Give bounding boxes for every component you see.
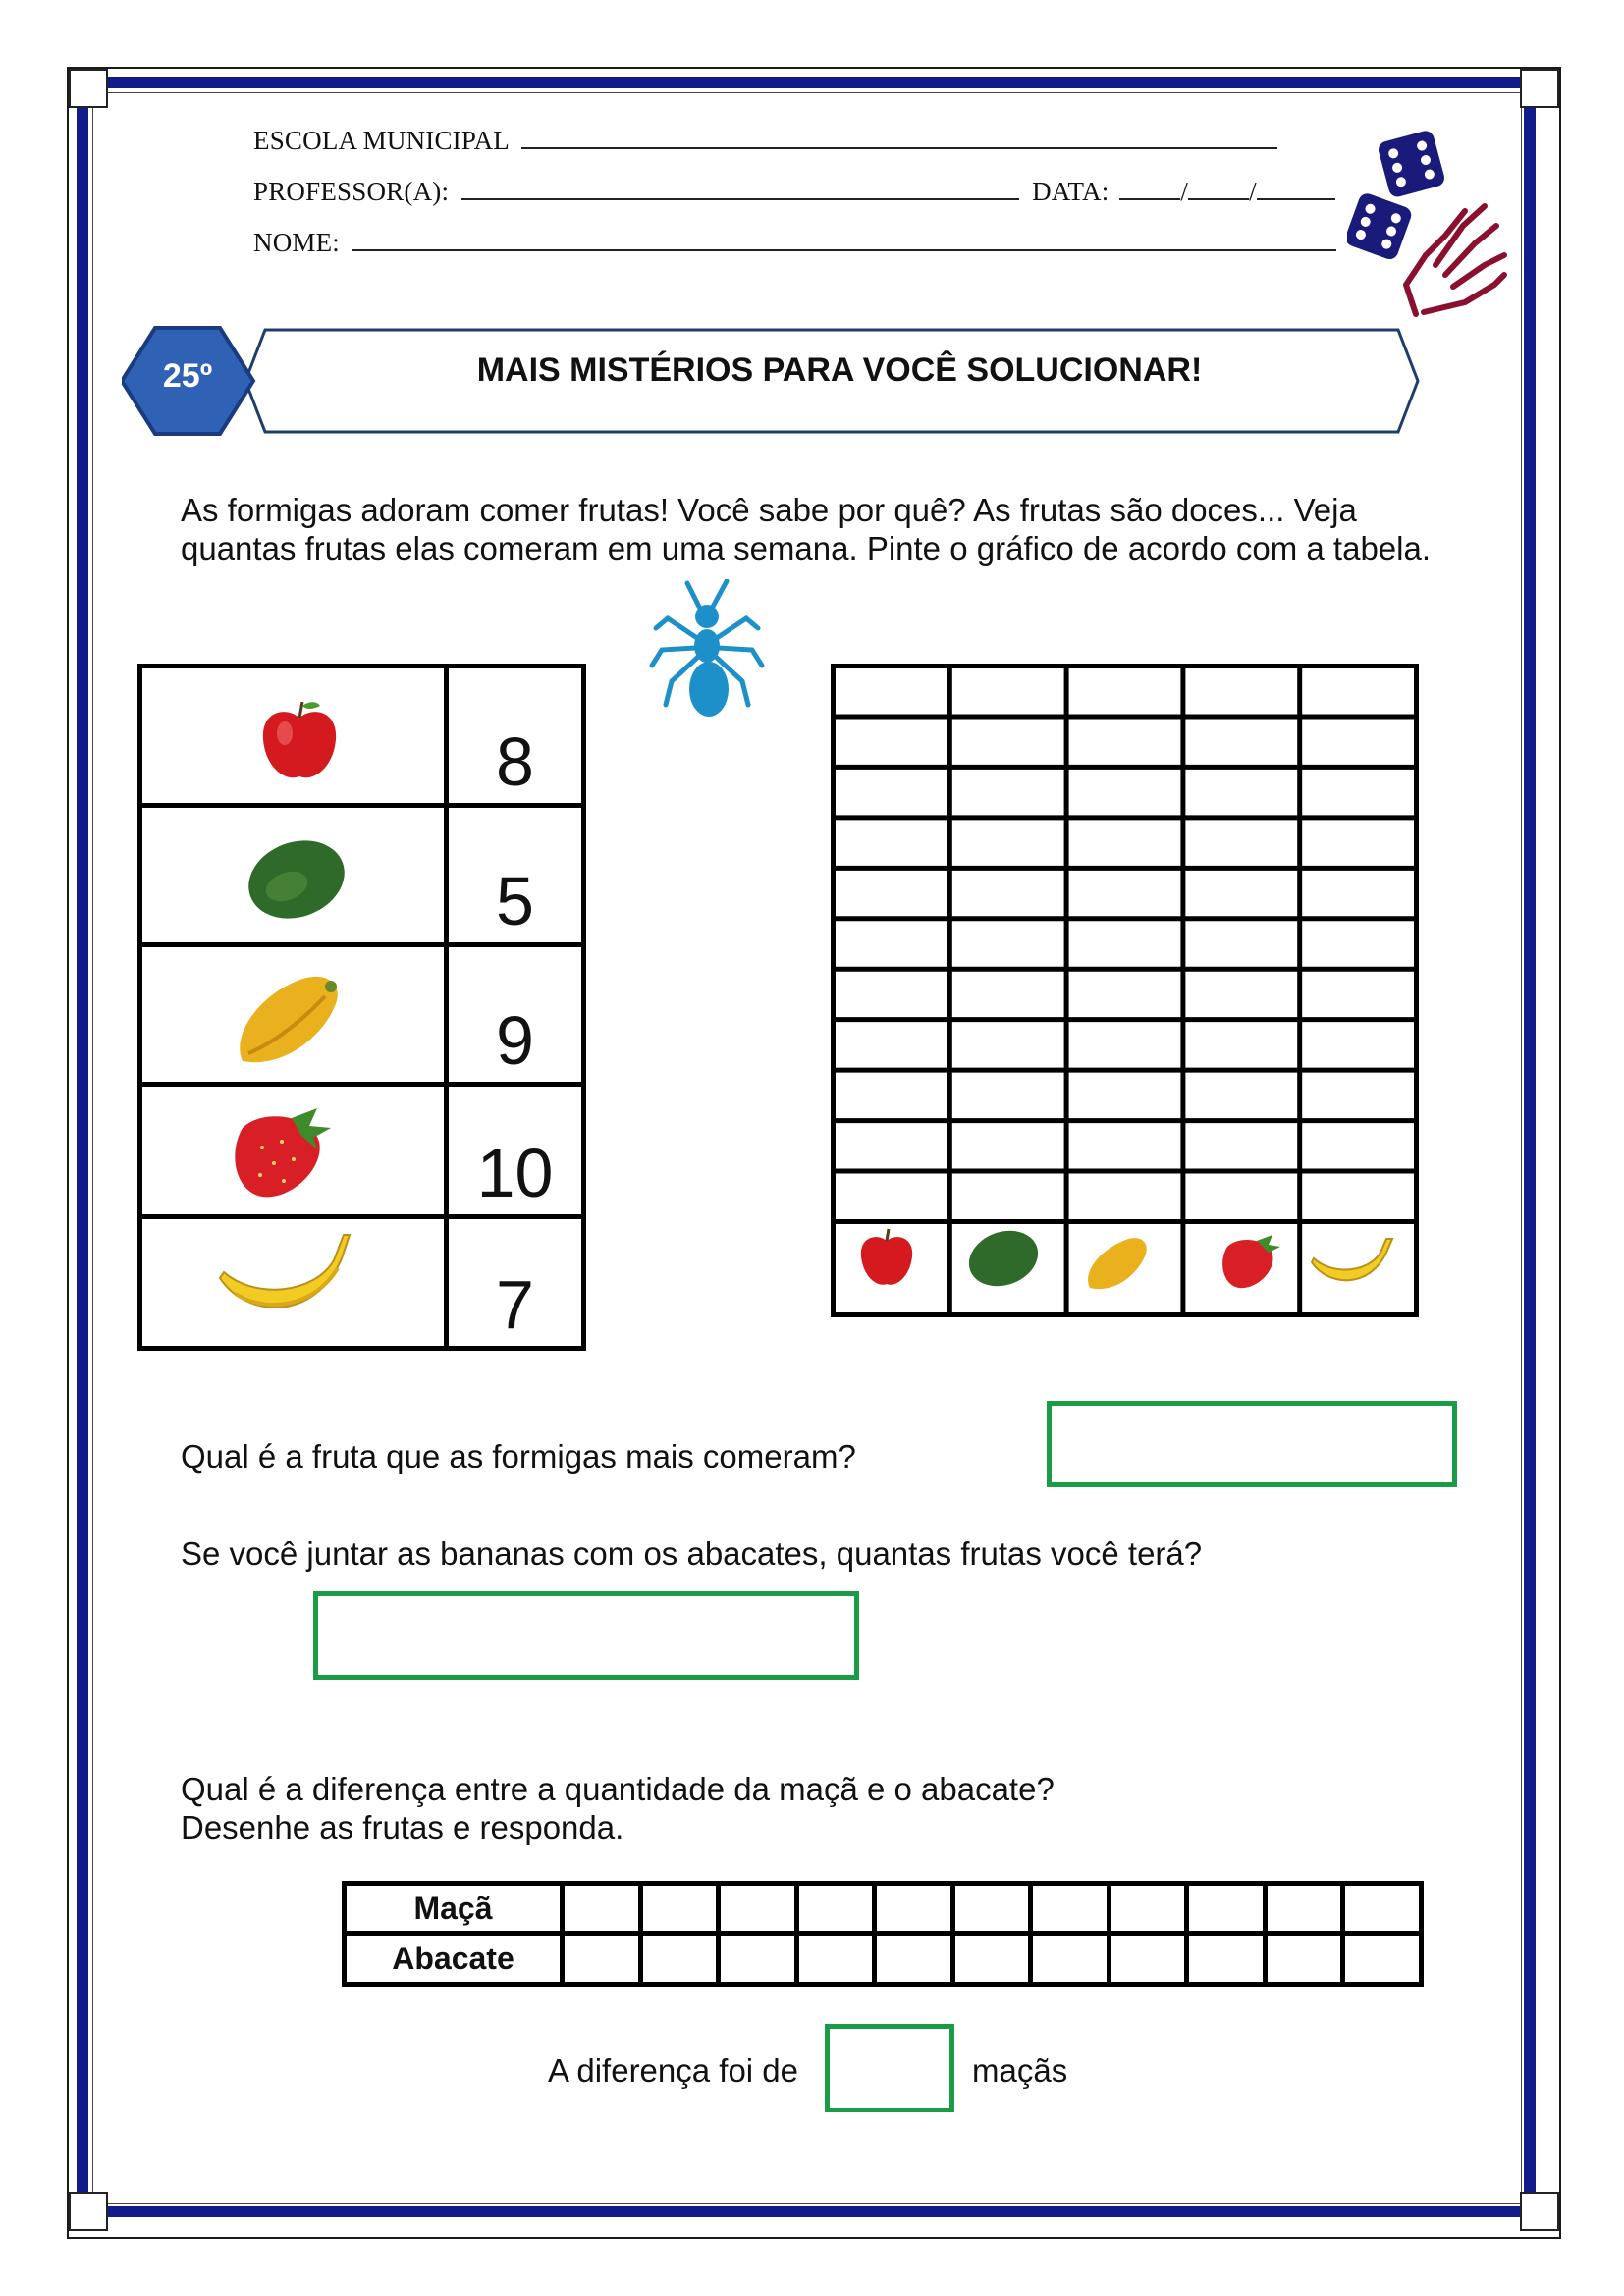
chart-cell-mamão[interactable]: [1066, 818, 1183, 868]
chart-cell-abacate[interactable]: [949, 717, 1066, 767]
chart-cell-maçã[interactable]: [834, 969, 950, 1019]
avocado-draw-cell[interactable]: [872, 1931, 955, 1987]
chart-cell-maçã[interactable]: [834, 667, 950, 717]
answer-box-2[interactable]: [313, 1591, 859, 1680]
teacher-label: PROFESSOR(A):: [253, 177, 450, 206]
die-icon: [1377, 129, 1446, 198]
avocado-draw-cell[interactable]: [1263, 1931, 1346, 1987]
chart-cell-morango[interactable]: [1183, 1070, 1300, 1120]
apple-draw-cell[interactable]: [560, 1881, 643, 1936]
chart-cell-mamão[interactable]: [1066, 868, 1183, 918]
question-2: Se você juntar as bananas com os abacates, quantas frutas você terá?: [181, 1535, 1203, 1572]
avocado-draw-cell[interactable]: [716, 1931, 799, 1987]
question-3-line-1: Qual é a diferença entre a quantidade da maçã e o abacate?: [181, 1771, 1055, 1807]
fruit-table: [137, 664, 586, 1351]
chart-cell-banana[interactable]: [1300, 717, 1417, 767]
apple-draw-cell[interactable]: [638, 1881, 722, 1936]
apple-draw-cell[interactable]: [1028, 1881, 1111, 1936]
papaya-icon: [229, 967, 347, 1075]
chart-cell-maçã[interactable]: [834, 1171, 950, 1221]
apple-draw-cell[interactable]: [1107, 1881, 1190, 1936]
date-label: DATA:: [1032, 177, 1110, 206]
chart-cell-morango[interactable]: [1183, 919, 1300, 969]
chart-cell-banana[interactable]: [1300, 919, 1417, 969]
table-value-apple: 8: [444, 664, 586, 808]
date-month-blank[interactable]: [1188, 177, 1249, 200]
comparison-table: [342, 1881, 1419, 1987]
chart-cell-abacate[interactable]: [949, 868, 1066, 918]
apple-icon: [255, 696, 344, 784]
chart-cell-maçã[interactable]: [834, 919, 950, 969]
date-year-blank[interactable]: [1257, 177, 1335, 200]
chart-cell-abacate[interactable]: [949, 1070, 1066, 1120]
question-3-line-2: Desenhe as frutas e responda.: [181, 1809, 624, 1845]
banana-icon: [216, 1229, 353, 1332]
chart-cell-banana[interactable]: [1300, 868, 1417, 918]
name-field: [253, 228, 1336, 258]
chart-cell-banana[interactable]: [1300, 818, 1417, 868]
chart-cell-mamão[interactable]: [1066, 969, 1183, 1019]
chart-cell-abacate[interactable]: [949, 1121, 1066, 1171]
corner-ornament: [1520, 69, 1559, 108]
table-row: [137, 942, 449, 1087]
answer-box-1[interactable]: [1047, 1401, 1457, 1487]
school-field: [253, 126, 1277, 156]
chart-cell-abacate[interactable]: [949, 818, 1066, 868]
chart-label-papaya-icon: [1088, 1238, 1147, 1289]
avocado-draw-cell[interactable]: [560, 1931, 643, 1987]
chart-cell-banana[interactable]: [1300, 767, 1417, 817]
strawberry-icon: [223, 1098, 336, 1206]
teacher-field: PROFESSOR(A): DATA: / /: [253, 177, 1335, 207]
table-value-papaya: 9: [444, 942, 586, 1087]
chart-cell-morango[interactable]: [1183, 969, 1300, 1019]
chart-cell-maçã[interactable]: [834, 1121, 950, 1171]
chart-cell-banana[interactable]: [1300, 1070, 1417, 1120]
chart-cell-mamão[interactable]: [1066, 1070, 1183, 1120]
avocado-icon: [243, 835, 351, 924]
chart-cell-mamão[interactable]: [1066, 919, 1183, 969]
chart-cell-mamão[interactable]: [1066, 767, 1183, 817]
chart-cell-morango[interactable]: [1183, 1020, 1300, 1070]
name-label: NOME:: [253, 228, 340, 257]
avocado-draw-cell[interactable]: [638, 1931, 722, 1987]
chart-cell-mamão[interactable]: [1066, 717, 1183, 767]
chart-cell-banana[interactable]: [1300, 969, 1417, 1019]
table-value-avocado: 5: [444, 803, 586, 947]
chart-cell-maçã[interactable]: [834, 818, 950, 868]
chart-cell-abacate[interactable]: [949, 767, 1066, 817]
school-label: ESCOLA MUNICIPAL: [253, 126, 509, 155]
activity-number: 25º: [162, 357, 213, 395]
name-blank[interactable]: [352, 228, 1336, 251]
chart-cell-morango[interactable]: [1183, 767, 1300, 817]
apple-draw-cell[interactable]: [716, 1881, 799, 1936]
chart-label-avocado-icon: [961, 1221, 1046, 1295]
activity-title: MAIS MISTÉRIOS PARA VOCÊ SOLUCIONAR!: [476, 351, 1203, 389]
dice-hand-logo: [1347, 128, 1514, 324]
question-1: Qual é a fruta que as formigas mais comeram?: [181, 1438, 856, 1474]
chart-cell-morango[interactable]: [1183, 818, 1300, 868]
intro-line-1: As formigas adoram comer frutas! Você sabe por quê? As frutas são doces... Veja: [181, 492, 1357, 528]
chart-cell-abacate[interactable]: [949, 969, 1066, 1019]
chart-label-strawberry-icon: [1222, 1235, 1280, 1288]
table-row: [137, 1214, 449, 1351]
chart-cell-mamão[interactable]: [1066, 1121, 1183, 1171]
table-value-banana: 7: [444, 1214, 586, 1351]
bar-chart-grid: [831, 664, 1419, 1317]
apple-draw-cell[interactable]: [950, 1881, 1034, 1936]
chart-cell-mamão[interactable]: [1066, 1020, 1183, 1070]
chart-cell-maçã[interactable]: [834, 767, 950, 817]
chart-cell-morango[interactable]: [1183, 1121, 1300, 1171]
chart-cell-maçã[interactable]: [834, 1070, 950, 1120]
avocado-draw-cell[interactable]: [1107, 1931, 1190, 1987]
chart-cell-morango[interactable]: [1183, 1171, 1300, 1221]
chart-cell-mamão[interactable]: [1066, 667, 1183, 717]
teacher-blank[interactable]: [461, 177, 1019, 200]
table-row: [137, 1082, 449, 1219]
chart-cell-maçã[interactable]: [834, 717, 950, 767]
date-day-blank[interactable]: [1119, 177, 1180, 200]
chart-cell-abacate[interactable]: [949, 667, 1066, 717]
chart-cell-banana[interactable]: [1300, 1020, 1417, 1070]
chart-cell-mamão[interactable]: [1066, 1171, 1183, 1221]
avocado-draw-cell[interactable]: [1028, 1931, 1111, 1987]
comparison-label-apple: Maçã: [342, 1881, 565, 1936]
chart-cell-morango[interactable]: [1183, 717, 1300, 767]
chart-cell-morango[interactable]: [1183, 667, 1300, 717]
die-icon: [1347, 191, 1414, 262]
apple-draw-cell[interactable]: [872, 1881, 955, 1936]
chart-cell-maçã[interactable]: [834, 1020, 950, 1070]
avocado-draw-cell[interactable]: [794, 1931, 878, 1987]
corner-ornament: [69, 69, 108, 108]
chart-label-banana-icon: [1312, 1239, 1392, 1280]
chart-cell-maçã[interactable]: [834, 868, 950, 918]
chart-cell-abacate[interactable]: [949, 1020, 1066, 1070]
chart-cell-banana[interactable]: [1300, 667, 1417, 717]
table-row: [137, 664, 449, 808]
chart-cell-banana[interactable]: [1300, 1121, 1417, 1171]
avocado-draw-cell[interactable]: [1184, 1931, 1268, 1987]
corner-ornament: [1520, 2192, 1559, 2231]
chart-cell-banana[interactable]: [1300, 1171, 1417, 1221]
apple-draw-cell[interactable]: [1184, 1881, 1268, 1936]
school-blank[interactable]: [521, 126, 1277, 149]
chart-cell-abacate[interactable]: [949, 1171, 1066, 1221]
chart-cell-morango[interactable]: [1183, 868, 1300, 918]
table-value-strawberry: 10: [444, 1082, 586, 1219]
apple-draw-cell[interactable]: [794, 1881, 878, 1936]
difference-text-after: maçãs: [972, 2053, 1068, 2089]
corner-ornament: [69, 2192, 108, 2231]
avocado-draw-cell[interactable]: [1340, 1931, 1424, 1987]
ant-icon: [648, 579, 766, 726]
avocado-draw-cell[interactable]: [950, 1931, 1034, 1987]
apple-draw-cell[interactable]: [1263, 1881, 1346, 1936]
table-row: [137, 803, 449, 947]
difference-answer-box[interactable]: [825, 2024, 954, 2112]
chart-cell-abacate[interactable]: [949, 919, 1066, 969]
apple-draw-cell[interactable]: [1340, 1881, 1424, 1936]
comparison-label-avocado: Abacate: [342, 1931, 565, 1987]
hand-icon: [1406, 206, 1504, 314]
intro-line-2: quantas frutas elas comeram em uma semana. Pinte o gráfico de acordo com a tabela.: [181, 530, 1431, 566]
chart-label-apple-icon: [861, 1229, 912, 1285]
difference-text-before: A diferença foi de: [548, 2053, 799, 2089]
